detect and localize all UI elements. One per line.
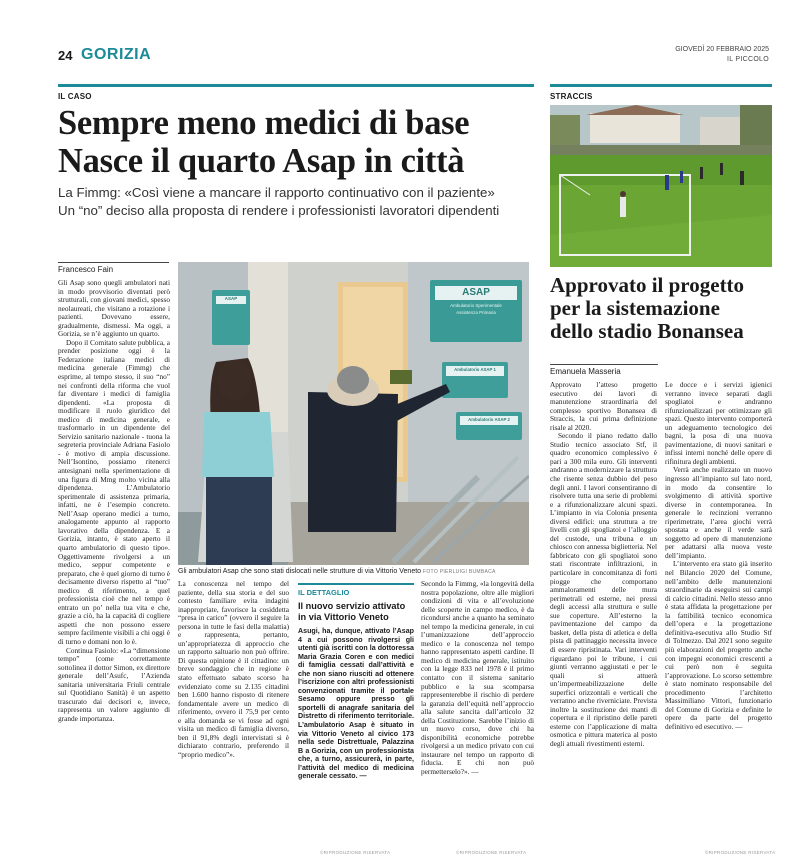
main-column-2: [178, 580, 289, 846]
detail-title-line2: in via Vittorio Veneto: [298, 612, 389, 622]
asap-photo: [178, 262, 529, 565]
side-headline: [550, 274, 776, 343]
page-number: 24: [58, 48, 73, 63]
main-column-1: [58, 279, 170, 847]
main-kicker: IL CASO: [58, 92, 92, 101]
detail-title: [298, 601, 414, 623]
main-top-rule: [58, 84, 534, 87]
side-headline-line2: per la sistemazione: [550, 296, 720, 320]
main-subhead-line2: Un “no” deciso alla proposta di rendere i professionisti lavoratori dipendenti: [58, 203, 500, 218]
stadium-photo: [550, 105, 772, 267]
main-column-3: [421, 580, 534, 846]
detail-text: Asugi, ha, dunque, attivato l’Asap 4 a cui possono rivolgersi gli utenti già iscritti con la dottoressa Maria Grazia Coren e con medici di famiglia cessati dall’attività e che non siano riusciti ad ottenere l’iscrizione con altri professionisti convenzionati tramite il portale Sesamo oppure presso gli sportelli di anagrafe sanitaria del Distretto di riferimento territoriale. L’ambulatorio Asap è situato in via Vittorio Veneto al civico 173 nella sede Distrettuale, Palazzina B a Gorizia, con un professionista che, a turno, assicurerà, in parte, l’attività del medico di medicina generale cessato. —: [298, 627, 414, 781]
main-headline-line2: Nasce il quarto Asap in città: [58, 142, 465, 180]
side-headline-line3: dello stadio Bonansea: [550, 319, 744, 343]
photo-sign-main-sub2: Assistenza Primaria: [456, 310, 496, 315]
side-col2-p3: L’intervento era stato già inserito nel Bilancio 2020 del Comune, nell’ambito delle manutenzioni straordinarie da eseguirsi sui campi di calcio cittadini. Nello stesso anno è stata affidata la progettazione per la fattibilità tecnico economica dell’opera e la progettazione definitiva-esecutiva allo Studio Stf di Tolmezzo. Dal 2021 sono seguite più elaborazioni del progetto anche con impegni economici crescenti a cui però non è seguita l’approvazione. Lo scorso settembre è stato nominato responsabile del procedimento l’architetto Massimiliano Vittori, funzionario del Comune di Gorizia e definite le opere da parte del progetto definitivo ed esecutivo. —: [665, 559, 772, 731]
main-headline: [58, 104, 538, 180]
main-byline: Francesco Fain: [58, 265, 114, 274]
header-newspaper: IL PICCOLO: [726, 56, 769, 63]
side-column-1: [550, 381, 657, 847]
photo-sign-main-title: ASAP: [462, 287, 490, 298]
detail-box: [298, 583, 414, 845]
side-column-2: [665, 381, 772, 847]
photo-sign-small-1: ASAP: [224, 296, 238, 301]
detail-kicker: IL DETTAGLIO: [298, 588, 350, 597]
side-headline-line1: Approvato il progetto: [550, 273, 745, 297]
side-top-rule: [550, 84, 772, 87]
byline-rule: [58, 262, 169, 263]
main-footer-right: ©RIPRODUZIONE RISERVATA: [456, 850, 527, 855]
detail-title-line1: Il nuovo servizio attivato: [298, 601, 406, 611]
photo-sign-asap1: Ambulatorio ASAP 1: [454, 367, 496, 372]
photo-credit: FOTO PIERLUIGI BUMBACA: [423, 569, 496, 575]
photo-sign-main: [435, 286, 517, 316]
side-byline-rule: [550, 364, 658, 365]
section-title: GORIZIA: [81, 46, 152, 63]
side-col2-p2: Verrà anche realizzato un nuovo ingresso all’impianto sul lato nord, in modo da consentire lo svolgimento di attività sportive diverse in contemporanea. In generale le recinzioni verranno riperimetrate, l’area giochi verrà spostata e anche il verde sarà soggetto ad opere di manutenzione per adattarsi alla nuova veste dell’impianto.: [665, 465, 772, 560]
main-footer-left: ©RIPRODUZIONE RISERVATA: [320, 850, 391, 855]
stadium-photo-illustration: [550, 105, 772, 267]
photo-sign-main-sub1: Ambulatorio Sperimentale: [450, 303, 502, 308]
main-col1-p1: Gli Asap sono quegli ambulatori nati in modo provvisorio diventati però strutturali, con giovani medici, spesso neolaureati, che visitano a rotazione i pazienti. Dovevano essere, gradualmente, dismessi. Ma oggi, a Gorizia, se n’è aggiunto un quarto.: [58, 279, 170, 339]
main-col3-p1: Secondo la Fimmg, «la longevità della nostra popolazione, oltre alle migliori condizioni di vita e all’evoluzione delle scoperte in campo medico, è da ricondursi anche a quanto ha seminato nel tempo la medicina generale, in cui l’umanizzazione dell’approccio medico e la conoscenza nel tempo hanno rappresentato aspetti cardine. Il medico di medicina generale, istituito con la legge 833 nel 1978 è il primo contatto con il sistema sanitario pubblico e la sua scomparsa rappresenterebbe il rischio di perdere la garanzia dell’equità nell’approccio alla salute sancita dall’articolo 32 della Costituzione. Sarebbe l’inizio di un nuovo corso, dove chi ha disponibilità economiche potrebbe rivolgersi a un medico privato con cui instaurare nel tempo un rapporto di fiducia. E chi non può permetterselo?». —: [421, 580, 534, 777]
main-subhead: [58, 184, 538, 220]
detail-box-rule: [298, 583, 414, 585]
photo-caption-text: Gli ambulatori Asap che sono stati dislocati nelle strutture di via Vittorio Veneto: [178, 568, 422, 575]
side-col2-p1: Le docce e i servizi igienici verranno invece separati dagli spogliatoi e andranno rifunzionalizzati per ottimizzare gli spazi. Questo intervento comporterà un adeguamento tecnologico dei bagni, la posa di una nuova pavimentazione, di nuovi sanitari e infissi interni nonché delle opere di rifinitura degli ambienti.: [665, 381, 772, 466]
side-col1-p1: Approvato l’atteso progetto esecutivo dei lavori di manutenzione straordinaria del complesso sportivo Bonansea di Straccis, la cui prima definizione risale al 2020.: [550, 381, 657, 432]
main-col1-p3: Continua Fasiolo: «La “dimensione tempo” (come correttamente sottolinea il dottor Simon, ex direttore generale dell’Asufc, l’Azienda sanitaria universitaria Friuli centrale sul Quotidiano Sanità) è un aspetto trascurato dai decisori e, invece, rappresenta un valore aggiunto di grande importanza.: [58, 645, 170, 723]
side-footer: ©RIPRODUZIONE RISERVATA: [705, 850, 776, 855]
side-col1-p2: Secondo il piano redatto dallo Studio tecnico associato Stf, il quadro economico complessivo è pari a 300 mila euro. Gli interventi andranno a modernizzare la struttura che risente senza dubbio del peso degli anni. I lavori consentiranno di risolvere tutta una serie di problemi e a rifunzionalizzare alcuni spazi. L’impianto in via Colonia presenta diversi edifici: una struttura a tre livelli con gli spogliatoi e l’alloggio del custode, una tribuna e un chiosco con annessa biglietteria. Nel fabbricato con gli spogliatoi sono stati riscontrate infiltrazioni, in particolare in concomitanza di forti piogge che comportano ammaloramenti delle mura perimetrali ed esterne, nei pressi degli accessi alla struttura e sulle sue coperture. All’esterno la pavimentazione del campo da basket, della pista di atletica e della pista di pattinaggio necessita invece di essere ripristinata. Vari interventi riguardano poi le tribune, i cui giunti verranno aggiustati e per le quali si attuerà un’impermeabilizzazione delle superfici orizzontali e verticali che verranno anche riverniciate. Prevista inoltre la sostituzione dei manti di copertura e il ripristino delle pareti esterne con l’applicazione di malta osmotica e pittura materica al posto degli attuali rivestimenti esterni.: [550, 431, 657, 748]
header-date: GIOVEDÌ 20 FEBBRAIO 2025: [675, 46, 769, 53]
main-col1-p2: Dopo il Comitato salute pubblica, a prender posizione oggi è la Federazione italiana medici di medicina generale (Fimmg) che esprime, al tempo stesso, il suo “no” nei confronti della riforma che vuol far diventare i medici di famiglia dipendenti. «La proposta di modificare il ruolo giuridico del medico di medicina generale, e trasformarlo in un dipendente del Servizio sanitario nazionale - tuona la segreteria provinciale Adriana Fasiolo - è motivo di ampia discussione. Nell’Isontino, possiamo ritenerci antesignani nella sperimentazione di una figura di Mmg molto vicina alla dipendenza. L’Ambulatorio sperimentale di assistenza primaria, infatti, ne è l’esempio concreto. Nell’Asap operano medici a turno, analogamente appunto al rapporto lavorativo della dipendenza. E a Gorizia, intanto, è stato aperto il quarto ambulatorio di questo tipo». Oggettivamente rivolgersi a un medico, seppur competente e preparato, che è quel giorno di turno è decisamente diverso rispetto al “tuo” medico di riferimento, a quel professionista cioè che nel tempo è entrato un po’ nella tua vita e che, grazie a ciò, ha la capacità di cogliere aspetti che non possono essere sempre facilmente visibili a chi oggi è di turno e domani non lo è.: [58, 337, 170, 646]
main-subhead-line1: La Fimmg: «Così viene a mancare il rapporto continuativo con il paziente»: [58, 185, 495, 200]
side-kicker: STRACCIS: [550, 92, 593, 101]
photo-caption: [178, 568, 538, 575]
main-headline-line1: Sempre meno medici di base: [58, 104, 470, 142]
photo-sign-asap2: Ambulatorio ASAP 2: [468, 417, 510, 422]
side-byline: Emanuela Masseria: [550, 367, 621, 376]
main-col2-p1: La conoscenza nel tempo del paziente, della sua storia e del suo contesto familiare evita indagini inappropriate, favorisce la cosiddetta “presa in carico” (ovvero il seguire la persona in tutte le fasi della malattia) e rappresenta, pertanto, un’appropriatezza di approccio che un rapporto saltuario non può offrire. Di questa opinione è il cittadino: un breve sondaggio che in regione è stato effettuato sabato scorso ha evidenziato come su 2.135 cittadini ben 1.600 hanno risposto di ritenere fondamentale avere un medico di riferimento, ovvero il 75,9 per cento e alla domanda se vi fosse ad ogni visita un medico di famiglia diverso, ben il 91,8% degli intervistati si è dichiarato contrario, preferendo il “proprio medico”».: [178, 580, 289, 759]
